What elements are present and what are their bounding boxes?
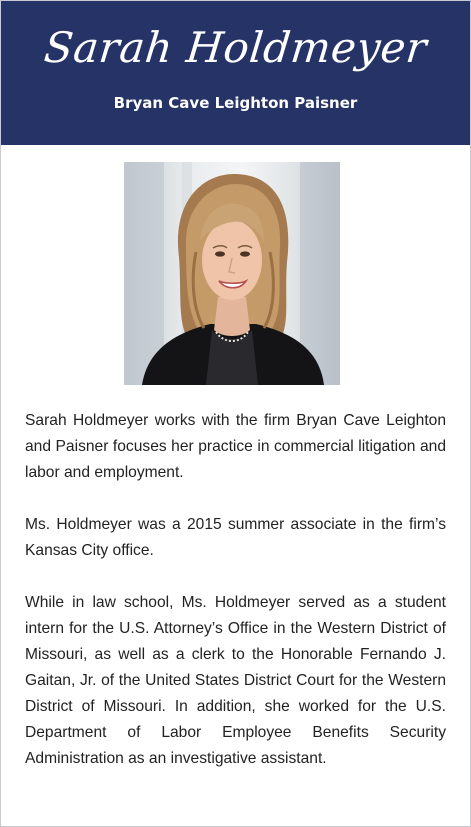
profile-header <box>1 1 470 145</box>
bio-paragraph: Sarah Holdmeyer works with the firm Bryan Cave Leighton and Paisner focuses her practice in commercial litigation and labor and employment. <box>25 412 446 481</box>
portrait-photo-icon <box>124 162 340 385</box>
profile-firm: Bryan Cave Leighton Paisner <box>113 94 358 112</box>
bio-paragraph: Ms. Holdmeyer was a 2015 summer associate in the firm’s Kansas City office. <box>25 516 446 559</box>
portrait-photo <box>124 162 340 385</box>
bio-text <box>25 408 446 772</box>
bio-paragraph: While in law school, Ms. Holdmeyer served as a student intern for the U.S. Attorney’s Office in the Western District of Missouri, as well as a clerk to the Honorable Fernando J. Gaitan, Jr. of the United States District Court for the Western District of Missouri. In addition, she worked for the U.S. Department of Labor Employee Benefits Security Administration as an investigative assistant. <box>25 594 446 767</box>
profile-name: Sarah Holdmeyer <box>41 23 430 72</box>
